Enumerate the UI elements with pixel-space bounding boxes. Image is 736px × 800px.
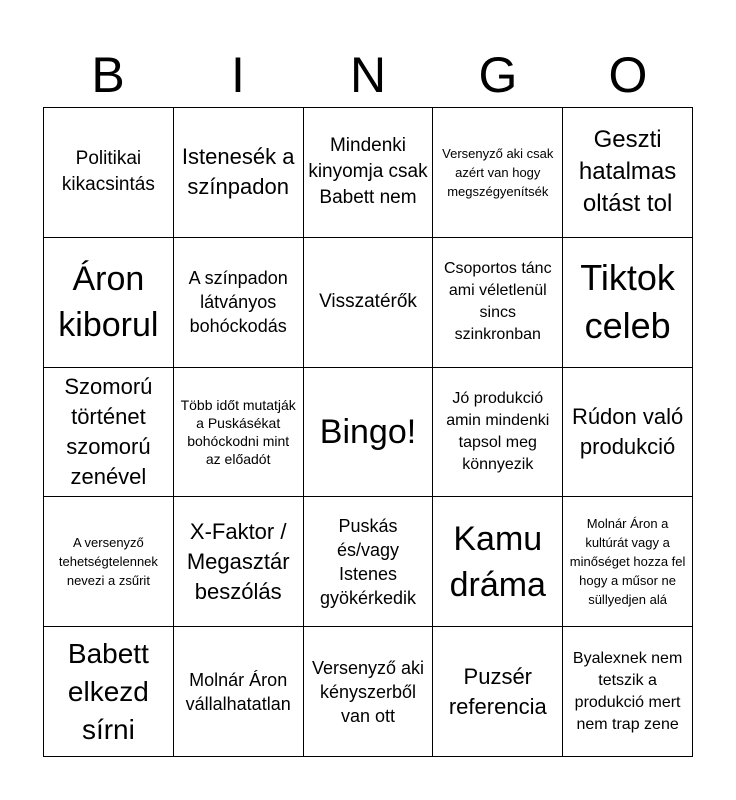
bingo-cell[interactable]: [304, 497, 434, 627]
cell-text: Rúdon való produkció: [571, 403, 684, 459]
bingo-header: [43, 40, 693, 110]
bingo-cell[interactable]: [433, 238, 563, 368]
cell-text: Áron kiborul: [58, 260, 159, 345]
bingo-board: [43, 107, 693, 757]
cell-text: Versenyző aki csak azért van hogy megszégyenítsék: [442, 145, 554, 199]
bingo-cell[interactable]: [433, 497, 563, 627]
bingo-cell[interactable]: [304, 368, 434, 498]
cell-text: Jó produkció amin mindenki tapsol meg könnyezik: [446, 389, 550, 473]
bingo-cell[interactable]: [304, 108, 434, 238]
bingo-cell[interactable]: [563, 368, 693, 498]
cell-text: Több időt mutatják a Puskásékat bohóckodni mint az előadót: [180, 396, 296, 467]
bingo-cell[interactable]: [44, 238, 174, 368]
cell-text: Byalexnek nem tetszik a produkció mert nem trap zene: [572, 649, 683, 733]
cell-text: Tiktok celeb: [580, 257, 675, 347]
cell-text: Versenyző aki kényszerből van ott: [311, 657, 425, 726]
bingo-cell[interactable]: [563, 497, 693, 627]
bingo-cell[interactable]: [174, 627, 304, 757]
cell-text: Bingo!: [319, 412, 417, 451]
header-letter-b: B: [91, 47, 125, 103]
header-letter-g: G: [478, 47, 518, 103]
cell-text: Kamu dráma: [449, 519, 546, 604]
cell-text: Geszti hatalmas oltást tol: [578, 126, 677, 218]
cell-text: Puskás és/vagy Istenes gyökérkedik: [319, 515, 416, 608]
bingo-cell[interactable]: [44, 108, 174, 238]
header-letter-n: N: [349, 47, 387, 103]
cell-text: Puzsér referencia: [448, 663, 547, 719]
cell-text: Babett elkezd sírni: [67, 637, 149, 745]
bingo-cell[interactable]: [433, 368, 563, 498]
bingo-cell[interactable]: [563, 627, 693, 757]
cell-text: Szomorú történet szomorú zenével: [64, 373, 153, 489]
bingo-cell[interactable]: [44, 368, 174, 498]
cell-text: Molnár Áron vállalhatatlan: [185, 669, 291, 714]
bingo-cell[interactable]: [174, 368, 304, 498]
bingo-cell[interactable]: [433, 627, 563, 757]
cell-text: Visszatérők: [319, 291, 417, 313]
cell-text: A színpadon látványos bohóckodás: [188, 268, 288, 337]
cell-text: Molnár Áron a kultúrát vagy a minőséget hozza fel hogy a műsor ne süllyedjen alá: [569, 516, 686, 608]
cell-text: A versenyző tehetségtelennek nevezi a zsűrit: [58, 535, 158, 589]
cell-text: Mindenki kinyomja csak Babett nem: [308, 135, 428, 209]
header-letter-o: O: [608, 47, 648, 103]
bingo-cell[interactable]: [304, 238, 434, 368]
bingo-cell[interactable]: [174, 108, 304, 238]
cell-text: Politikai kikacsintás: [61, 148, 155, 196]
bingo-cell[interactable]: [304, 627, 434, 757]
header-letter-i: I: [231, 47, 245, 103]
bingo-cell[interactable]: [174, 497, 304, 627]
cell-text: Istenesék a színpadon: [181, 144, 295, 200]
bingo-cell[interactable]: [44, 627, 174, 757]
bingo-cell[interactable]: [433, 108, 563, 238]
bingo-cell[interactable]: [44, 497, 174, 627]
bingo-cell[interactable]: [563, 108, 693, 238]
cell-text: X-Faktor / Megasztár beszólás: [186, 518, 290, 604]
cell-text: Csoportos tánc ami véletlenül sincs szinkronban: [443, 260, 552, 344]
bingo-cell[interactable]: [174, 238, 304, 368]
bingo-cell[interactable]: [563, 238, 693, 368]
